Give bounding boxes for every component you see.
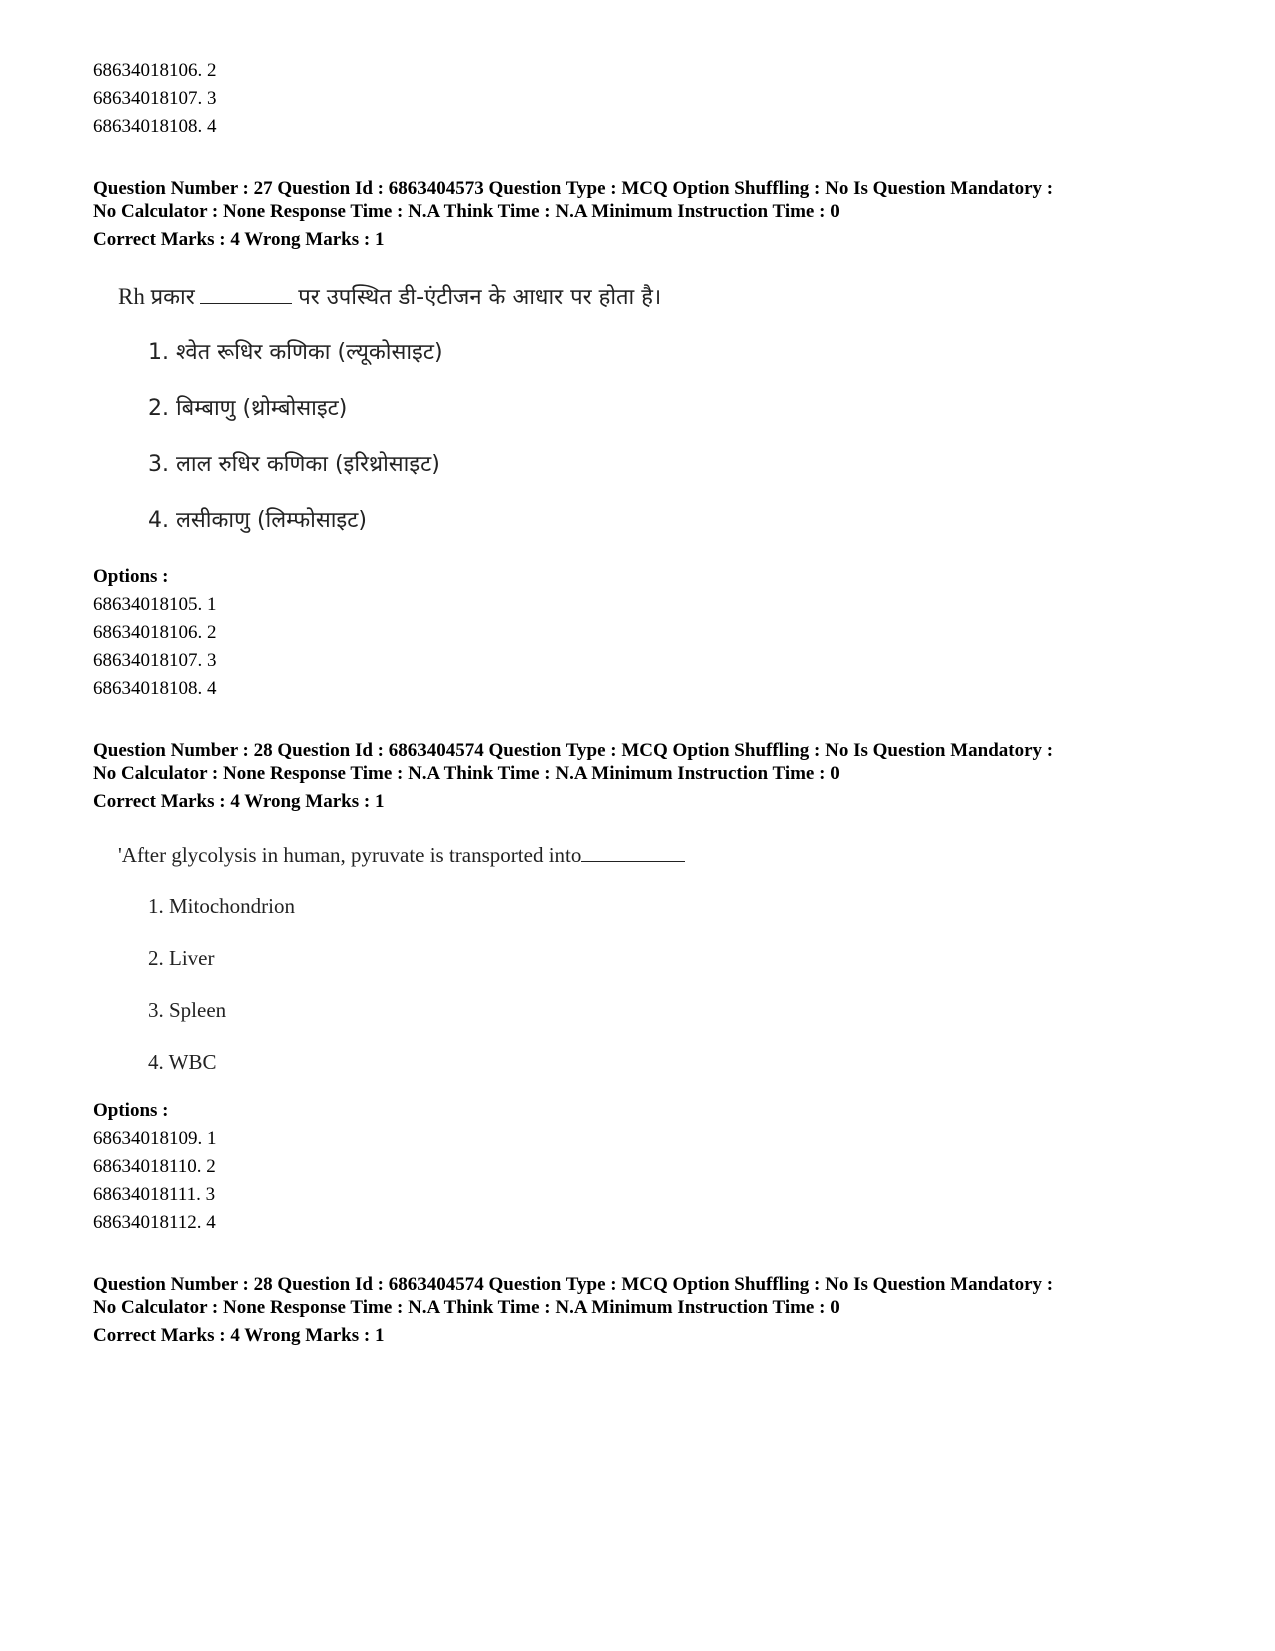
stem-text: 'After glycolysis in human, pyruvate is transported into xyxy=(118,843,582,867)
choice-item: 3. Spleen xyxy=(148,998,227,1022)
question-marks: Correct Marks : 4 Wrong Marks : 1 xyxy=(93,229,385,250)
option-line: 68634018106. 2 xyxy=(93,622,217,643)
choice-item: 3. लाल रुधिर कणिका (इरिथ्रोसाइट) xyxy=(148,452,440,477)
option-line: 68634018111. 3 xyxy=(93,1184,216,1205)
question-header: No Calculator : None Response Time : N.A Think Time : N.A Minimum Instruction Time : 0 xyxy=(93,1297,840,1318)
choice-item: 1. श्वेत रूधिर कणिका (ल्यूकोसाइट) xyxy=(148,340,443,365)
question-header: No Calculator : None Response Time : N.A Think Time : N.A Minimum Instruction Time : 0 xyxy=(93,763,840,784)
blank-line xyxy=(200,283,292,304)
option-line: 68634018107. 3 xyxy=(93,650,217,671)
option-line: 68634018110. 2 xyxy=(93,1156,216,1177)
choice-item: 2. Liver xyxy=(148,946,215,970)
choice-item: 2. बिम्बाणु (थ्रोम्बोसाइट) xyxy=(148,396,348,421)
option-line: 68634018107. 3 xyxy=(93,88,217,109)
option-line: 68634018109. 1 xyxy=(93,1128,217,1149)
question-header: Question Number : 27 Question Id : 6863404573 Question Type : MCQ Option Shuffling : No Is Question Mandatory : xyxy=(93,178,1054,199)
question-stem xyxy=(118,283,661,312)
stem-suffix: पर उपस्थित डी-एंटीजन के आधार पर होता है। xyxy=(298,285,662,310)
question-header: Question Number : 28 Question Id : 6863404574 Question Type : MCQ Option Shuffling : No Is Question Mandatory : xyxy=(93,740,1054,761)
option-line: 68634018112. 4 xyxy=(93,1212,216,1233)
choice-item: 1. Mitochondrion xyxy=(148,894,295,918)
option-line: 68634018108. 4 xyxy=(93,678,217,699)
choice-item: 4. WBC xyxy=(148,1050,217,1074)
question-header: Question Number : 28 Question Id : 6863404574 Question Type : MCQ Option Shuffling : No Is Question Mandatory : xyxy=(93,1274,1054,1295)
option-line: 68634018108. 4 xyxy=(93,116,217,137)
option-line: 68634018105. 1 xyxy=(93,594,217,615)
option-line: 68634018106. 2 xyxy=(93,60,217,81)
choice-item: 4. लसीकाणु (लिम्फोसाइट) xyxy=(148,508,367,533)
question-marks: Correct Marks : 4 Wrong Marks : 1 xyxy=(93,1325,385,1346)
blank-line xyxy=(581,841,685,862)
stem-word: प्रकार xyxy=(150,285,195,310)
options-label: Options : xyxy=(93,1100,169,1121)
options-label: Options : xyxy=(93,566,169,587)
question-marks: Correct Marks : 4 Wrong Marks : 1 xyxy=(93,791,385,812)
question-header: No Calculator : None Response Time : N.A Think Time : N.A Minimum Instruction Time : 0 xyxy=(93,201,840,222)
stem-prefix: Rh xyxy=(118,284,145,309)
question-stem xyxy=(118,841,685,869)
